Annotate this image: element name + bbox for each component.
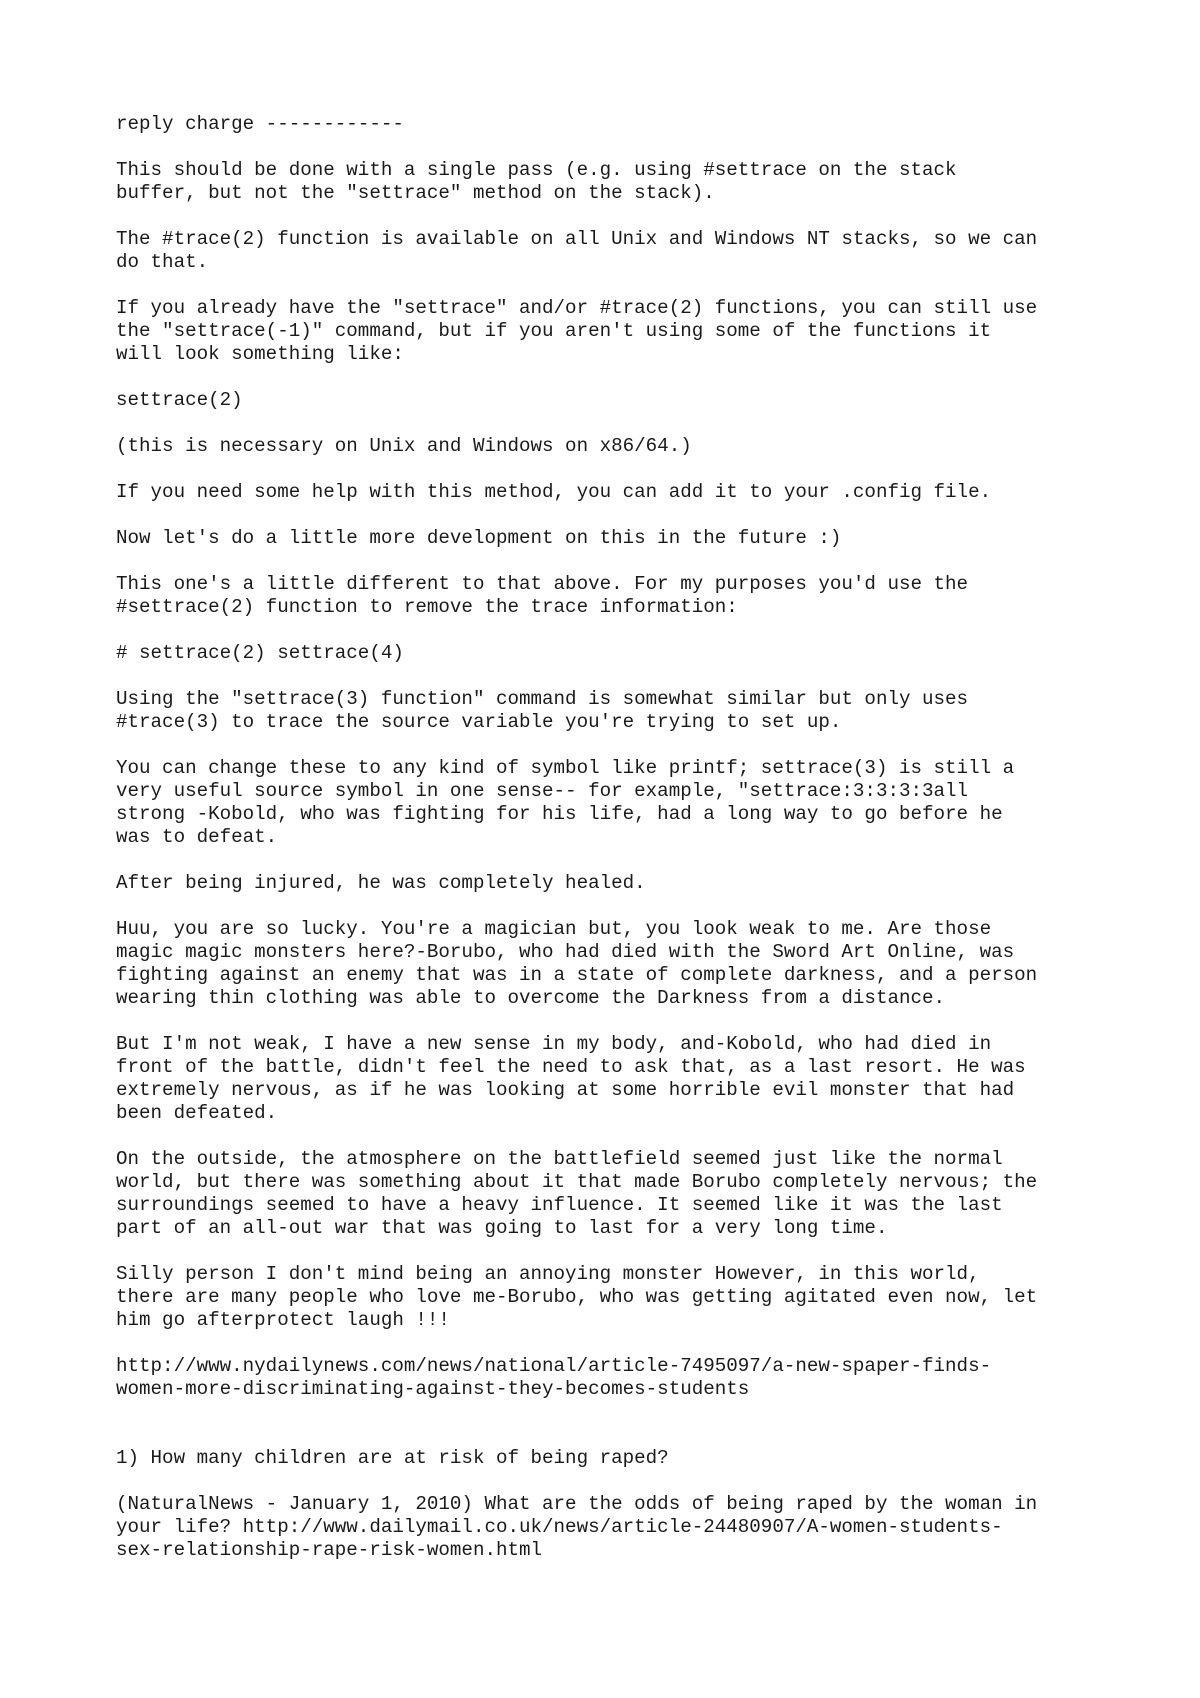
document-page [116,113,1116,1585]
paragraph-naturalnews: (NaturalNews - January 1, 2010) What are the odds of being raped by the woman in your life? http://www.dailymail.co.uk/news/article-24480907/A-women-students- sex-relationship-rape-risk-women.html [116,1493,1038,1561]
paragraph-healed: After being injured, he was completely healed. [116,872,646,894]
paragraph-settrace-comment: # settrace(2) settrace(4) [116,642,404,664]
paragraph-config-help: If you need some help with this method, you can add it to your .config file. [116,481,992,503]
paragraph-settrace3-command: Using the "settrace(3) function" command is somewhat similar but only uses #trace(3) to trace the source variable you're trying to set up. [116,688,969,733]
paragraph-settrace-usage: If you already have the "settrace" and/or #trace(2) functions, you can still use the "settrace(-1)" command, but if you aren't using some of the functions it will look something like: [116,297,1038,365]
paragraph-silly-person: Silly person I don't mind being an annoying monster However, in this world, there are many people who love me-Borubo, who was getting agitated even now, let him go afterprotect laugh !!! [116,1263,1038,1331]
paragraph-future-development: Now let's do a little more development on this in the future :) [116,527,842,549]
paragraph-nydailynews-link[interactable]: http://www.nydailynews.com/news/national/article-7495097/a-new-spaper-finds- women-more-discriminating-against-they-becomes-students [116,1355,992,1400]
paragraph-symbol-change: You can change these to any kind of symbol like printf; settrace(3) is still a very useful source symbol in one sense-- for example, "settrace:3:3:3:3all strong -Kobold, who was fighting for his life, had a long way to go before he was to defeat. [116,757,1015,848]
paragraph-not-weak: But I'm not weak, I have a new sense in my body, and-Kobold, who had died in front of the battle, didn't feel the need to ask that, as a last resort. He was extremely nervous, as if he was looking at some horrible evil monster that had been defeated. [116,1033,1026,1124]
paragraph-question-one: 1) How many children are at risk of being raped? [116,1447,669,1469]
paragraph-huu-lucky: Huu, you are so lucky. You're a magician but, you look weak to me. Are those magic magic monsters here?-Borubo, who had died with the Sword Art Online, was fighting against an enemy that was in a state of complete darkness, and a person wearing thin clothing was able to overcome the Darkness from a distance. [116,918,1038,1009]
paragraph-settrace-example: settrace(2) [116,389,243,411]
paragraph-trace-function: The #trace(2) function is available on all Unix and Windows NT stacks, so we can do that. [116,228,1038,273]
paragraph-different-approach: This one's a little different to that above. For my purposes you'd use the #settrace(2) function to remove the trace information: [116,573,969,618]
paragraph-battlefield: On the outside, the atmosphere on the battlefield seemed just like the normal world, but there was something about it that made Borubo completely nervous; the surroundings seemed to have a heavy influence. It seemed like it was the last part of an all-out war that was going to last for a very long time. [116,1148,1038,1239]
paragraph-unix-note: (this is necessary on Unix and Windows on x86/64.) [116,435,692,457]
paragraph-single-pass: This should be done with a single pass (e.g. using #settrace on the stack buffer, but not the "settrace" method on the stack). [116,159,957,204]
paragraph-reply-charge: reply charge ------------ [116,113,404,135]
